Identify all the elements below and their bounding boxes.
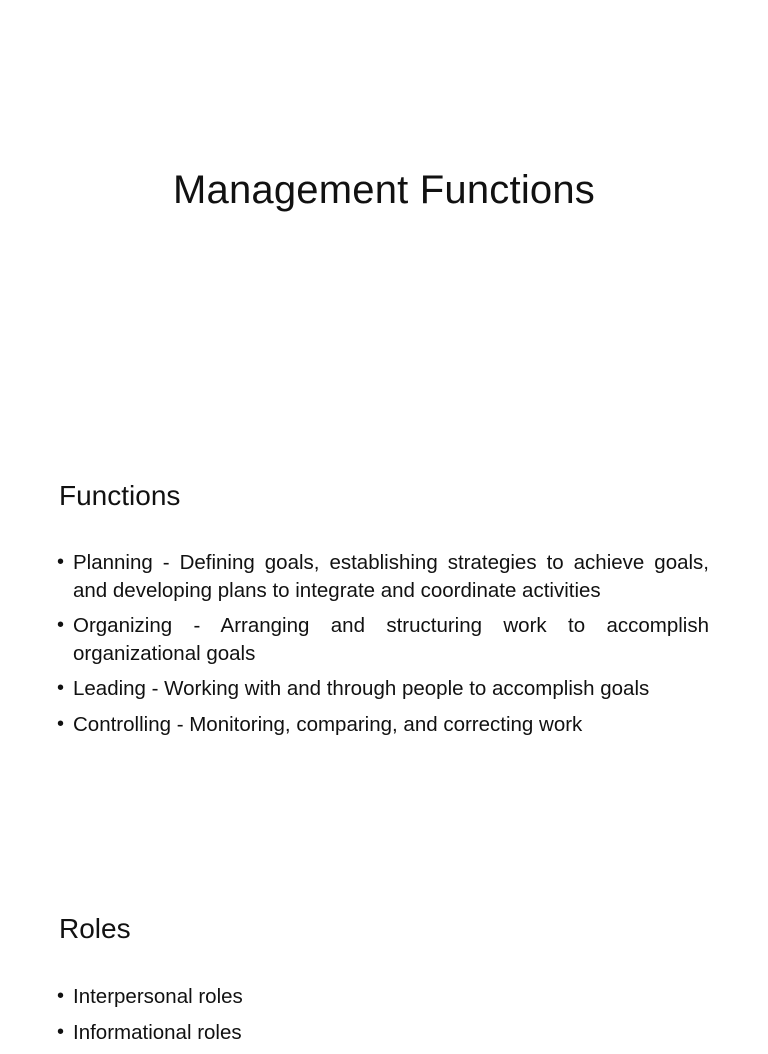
list-item — [57, 612, 709, 667]
list-item-text: Organizing - Arranging and structuring work to accomplish organizational goals — [73, 614, 709, 665]
list-item — [57, 711, 709, 739]
roles-list — [57, 983, 709, 1054]
bullet-icon: • — [57, 985, 65, 1007]
list-item — [57, 675, 709, 703]
list-item-text: Informational roles — [73, 1020, 242, 1044]
list-item-text: Controlling - Monitoring, comparing, and correcting work — [73, 712, 583, 736]
bullet-icon: • — [57, 551, 65, 573]
functions-list — [57, 549, 709, 746]
list-item — [57, 1019, 709, 1047]
list-item-text: Leading - Working with and through people to accomplish goals — [73, 677, 650, 700]
functions-heading: Functions — [59, 480, 181, 511]
roles-heading: Roles — [59, 913, 131, 944]
bullet-icon: • — [57, 677, 65, 699]
list-item-text: Interpersonal roles — [73, 985, 243, 1008]
list-item — [57, 549, 709, 604]
list-item — [57, 983, 709, 1011]
bullet-icon: • — [57, 1020, 65, 1043]
page-title: Management Functions — [172, 168, 595, 212]
bullet-icon: • — [57, 712, 65, 735]
bullet-icon: • — [57, 614, 65, 636]
list-item-text: Planning - Defining goals, establishing strategies to achieve goals, and developing plans to integrate and coordinate activities — [73, 551, 709, 602]
